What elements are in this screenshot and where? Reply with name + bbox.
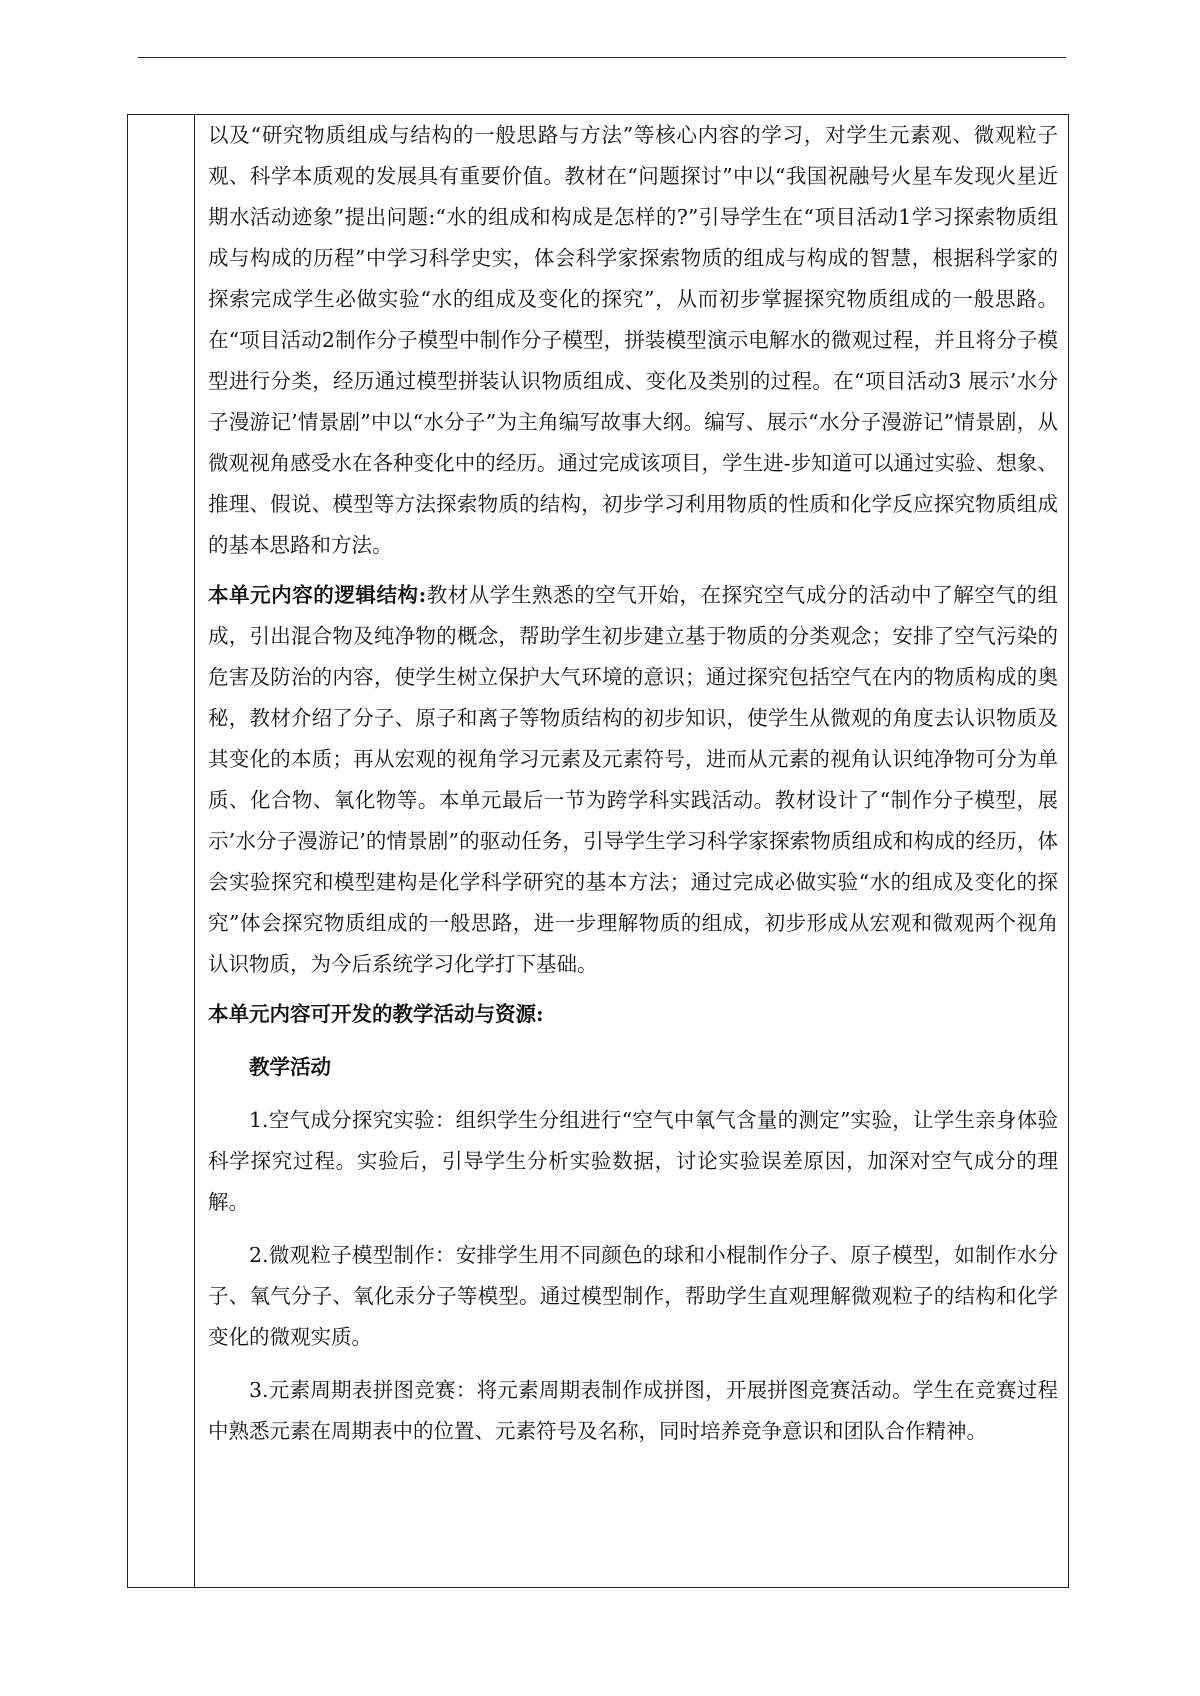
- resources-heading: 本单元内容可开发的教学活动与资源:: [208, 1002, 544, 1026]
- left-column-cell: [128, 115, 195, 1587]
- logic-structure-paragraph: [208, 575, 1058, 985]
- content-table: [127, 114, 1069, 1588]
- logic-structure-text: 教材从学生熟悉的空气开始，在探究空气成分的活动中了解空气的组成，引出混合物及纯净物的概念，帮助学生初步建立基于物质的分类观念；安排了空气污染的危害及防治的内容，使学生树立保护大气环境的意识；通过探究包括空气在内的物质构成的奥秘，教材介绍了分子、原子和离子等物质结构的初步知识，使学生从微观的角度去认识物质及其变化的本质；再从宏观的视角学习元素及元素符号，进而从元素的视角认识纯净物可分为单质、化合物、氧化物等。本单元最后一节为跨学科实践活动。教材设计了“制作分子模型，展示’水分子漫游记’的情景剧”的驱动任务，引导学生学习科学家探索物质组成和构成的经历，体会实验探究和模型建构是化学科学研究的基本方法；通过完成必做实验“水的组成及变化的探究”体会探究物质组成的一般思路，进一步理解物质的组成，初步形成从宏观和微观两个视角认识物质，为今后系统学习化学打下基础。: [208, 583, 1059, 976]
- intro-paragraph: 以及“研究物质组成与结构的一般思路与方法”等核心内容的学习，对学生元素观、微观粒子观、科学本质观的发展具有重要价值。教材在“问题探讨”中以“我国祝融号火星车发现火星近期水活动迹象”提出问题:“水的组成和构成是怎样的?”引导学生在“项目活动1学习探索物质组成与构成的历程”中学习科学史实，体会科学家探索物质的组成与构成的智慧，根据科学家的探索完成学生必做实验“水的组成及变化的探究”，从而初步掌握探究物质组成的一般思路。在“项目活动2制作分子模型中制作分子模型，拼装模型演示电解水的微观过程，并且将分子模型进行分类，经历通过模型拼装认识物质组成、变化及类别的过程。在“项目活动3 展示’水分子漫游记’情景剧”中以“水分子”为主角编写故事大纲。编写、展示“水分子漫游记”情景剧，从微观视角感受水在各种变化中的经历。通过完成该项目，学生进-步知道可以通过实验、想象、推理、假说、模型等方法探索物质的结构，初步学习利用物质的性质和化学反应探究物质组成的基本思路和方法。: [208, 123, 1058, 557]
- activity-item-3: 3.元素周期表拼图竞赛：将元素周期表制作成拼图，开展拼图竞赛活动。学生在竞赛过程中熟悉元素在周期表中的位置、元素符号及名称，同时培养竞争意识和团队合作精神。: [208, 1378, 1058, 1443]
- activity-item-2: 2.微观粒子模型制作：安排学生用不同颜色的球和小棍制作分子、原子模型，如制作水分子、氧气分子、氧化汞分子等模型。通过模型制作，帮助学生直观理解微观粒子的结构和化学变化的微观实质。: [208, 1243, 1058, 1349]
- teaching-activities-heading: 教学活动: [249, 1055, 331, 1079]
- activity-item-1: 1.空气成分探究实验：组织学生分组进行“空气中氧气含量的测定”实验，让学生亲身体验科学探究过程。实验后，引导学生分析实验数据，讨论实验误差原因，加深对空气成分的理解。: [208, 1108, 1058, 1214]
- logic-structure-heading: 本单元内容的逻辑结构:: [208, 583, 427, 607]
- content-cell: [208, 115, 1058, 1452]
- header-rule: [138, 57, 1066, 58]
